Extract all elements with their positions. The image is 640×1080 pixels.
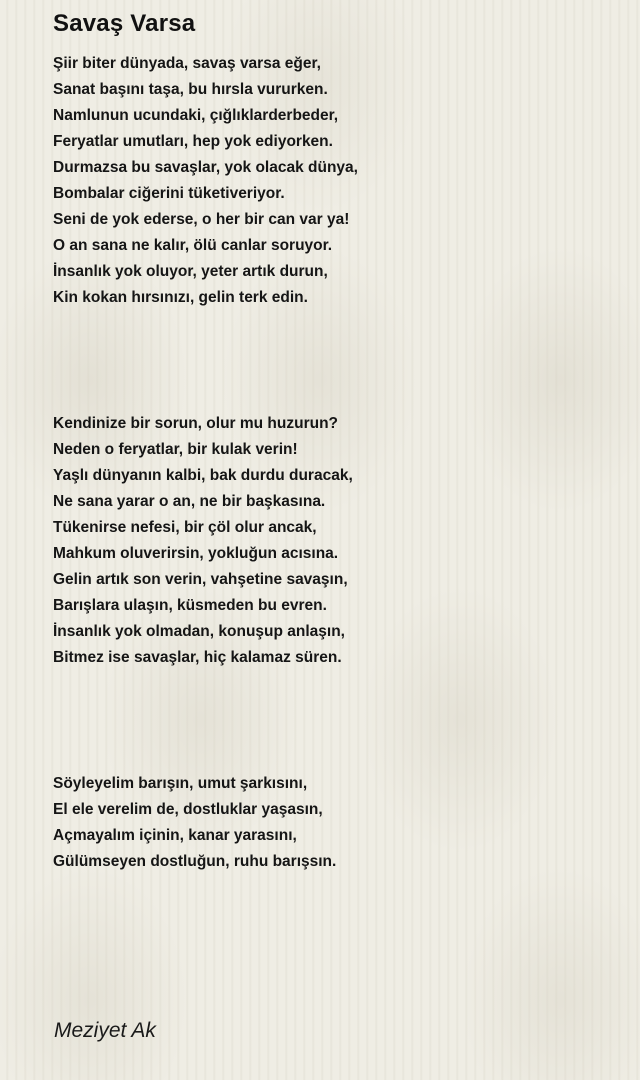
poem-line: İnsanlık yok oluyor, yeter artık durun, [53,263,328,280]
poem-line: Açmayalım içinin, kanar yarasını, [53,827,297,844]
poem-line: Yaşlı dünyanın kalbi, bak durdu duracak, [53,467,353,484]
poem-line: Tükenirse nefesi, bir çöl olur ancak, [53,519,317,536]
poem-line: Feryatlar umutları, hep yok ediyorken. [53,133,333,150]
poem-author: Meziyet Ak [54,1019,156,1042]
poem-line: El ele verelim de, dostluklar yaşasın, [53,801,323,818]
poem-line: Durmazsa bu savaşlar, yok olacak dünya, [53,159,358,176]
poem-line: Bitmez ise savaşlar, hiç kalamaz süren. [53,649,342,666]
poem-line: Sanat başını taşa, bu hırsla vururken. [53,81,328,98]
poem-line: Seni de yok ederse, o her bir can var ya! [53,211,350,228]
poem-line: İnsanlık yok olmadan, konuşup anlaşın, [53,623,345,640]
poem-line: Kendinize bir sorun, olur mu huzurun? [53,415,339,432]
poem-title: Savaş Varsa [53,10,196,37]
poem-line: Neden o feryatlar, bir kulak verin! [53,441,298,458]
poem-line: Namlunun ucundaki, çığlıklarderbeder, [53,107,339,124]
poem-line: O an sana ne kalır, ölü canlar soruyor. [53,237,333,254]
poem-stanza-3 [53,771,336,875]
poem-line: Kin kokan hırsınızı, gelin terk edin. [53,289,308,306]
poem-line: Barışlara ulaşın, küsmeden bu evren. [53,597,327,614]
poem-line: Gelin artık son verin, vahşetine savaşın, [53,571,348,588]
poem-stanza-1 [53,51,358,311]
poem-line: Mahkum oluverirsin, yokluğun acısına. [53,545,339,562]
poem-stanza-2 [53,411,353,671]
poem-line: Şiir biter dünyada, savaş varsa eğer, [53,55,321,72]
poem-line: Ne sana yarar o an, ne bir başkasına. [53,493,326,510]
poem-line: Söyleyelim barışın, umut şarkısını, [53,775,308,792]
poem-line: Gülümseyen dostluğun, ruhu barışsın. [53,853,337,870]
poem-line: Bombalar ciğerini tüketiveriyor. [53,185,285,202]
